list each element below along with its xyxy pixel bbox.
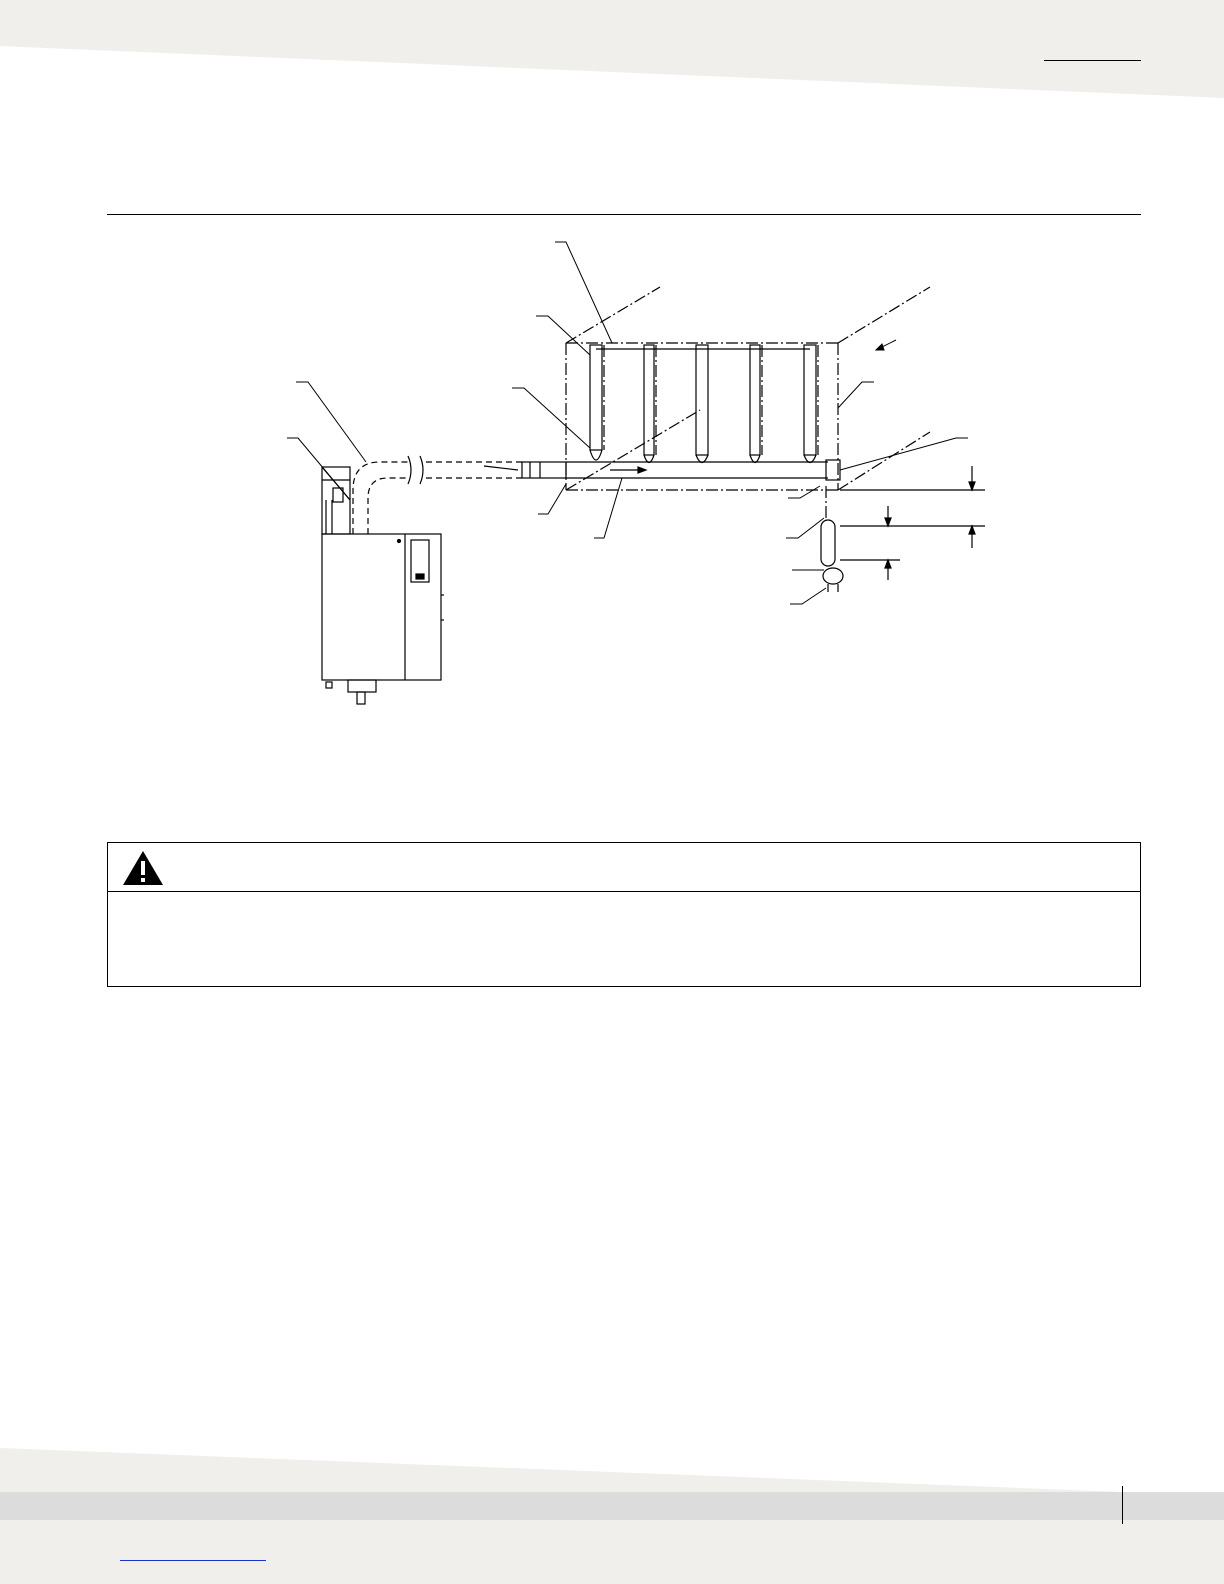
steam-hose (353, 462, 524, 534)
duct-outline (566, 287, 930, 520)
footer-divider (1122, 1486, 1123, 1524)
warning-box (107, 842, 1141, 987)
warning-header (108, 843, 1140, 892)
footer-band (0, 1492, 1224, 1520)
dispersion-tubes (590, 345, 816, 463)
drain-trap (821, 520, 843, 592)
warning-triangle-icon (122, 850, 164, 886)
footer-link[interactable] (120, 1544, 266, 1561)
dimension-lines (840, 466, 985, 580)
humidifier-unit (322, 467, 444, 704)
distribution-header (566, 460, 840, 480)
leader-lines (287, 242, 968, 604)
